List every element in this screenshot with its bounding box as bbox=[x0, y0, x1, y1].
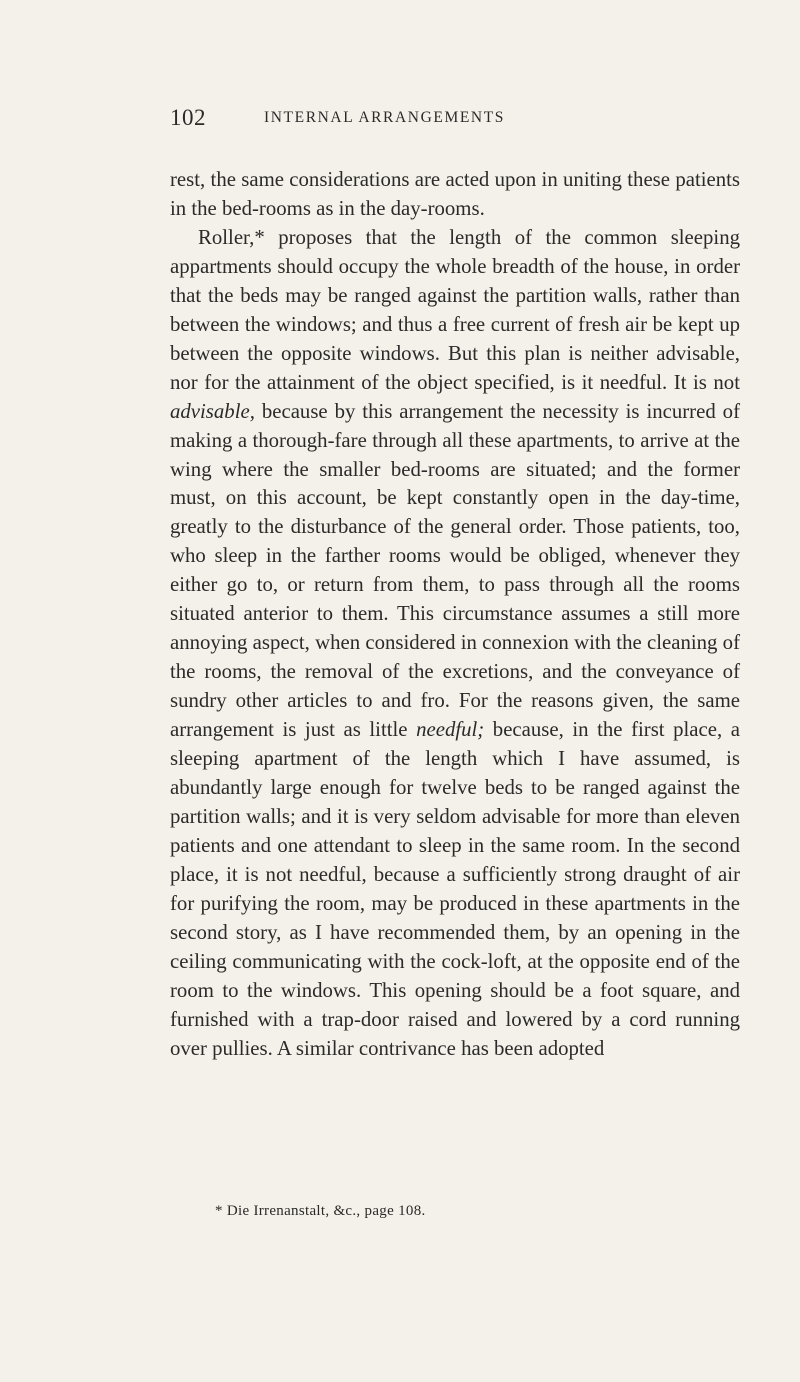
page-header bbox=[170, 105, 740, 135]
running-head: INTERNAL ARRANGEMENTS bbox=[264, 109, 505, 126]
emphasis-advisable: advisable, bbox=[170, 399, 255, 423]
emphasis-needful: needful; bbox=[416, 718, 485, 742]
paragraph-2 bbox=[170, 224, 740, 1064]
body-text bbox=[170, 166, 740, 1064]
footnote: * Die Irrenanstalt, &c., page 108. bbox=[215, 1203, 426, 1219]
paragraph-1-text: rest, the same considerations are acted upon in uniting these patients in the bed-rooms as in the day-rooms. bbox=[170, 168, 740, 220]
paragraph-2-text-a: Roller,* proposes that the length of the common sleeping appartments should occupy the whole breadth of the house, in order that the beds may be ranged against the partition walls, rather than between the windows; and thus a free current of fresh air be kept up between the opposite windows. But this plan is neither advisable, nor for the attainment of the object specified, is it needful. It is not bbox=[170, 225, 740, 394]
paragraph-1 bbox=[170, 166, 740, 224]
paragraph-2-text-b: because by this arrangement the necessity is incurred of making a thorough-fare through all these apartments, to arrive at the wing where the smaller bed-rooms are situated; and the former must, on this account, be kept constantly open in the day-time, greatly to the disturbance of the general order. Those patients, too, who sleep in the farther rooms would be obliged, whenever they either go to, or return from them, to pass through all the rooms situated anterior to them. This circumstance assumes a still more annoying aspect, when considered in connexion with the cleaning of the rooms, the removal of the excretions, and the conveyance of sundry other articles to and fro. For the reasons given, the same arrangement is just as little bbox=[170, 399, 740, 742]
paragraph-2-text-c: because, in the first place, a sleeping apartment of the length which I have assumed, is abundantly large enough for twelve beds to be ranged against the partition walls; and it is very seldom advisable for more than eleven patients and one attendant to sleep in the same room. In the second place, it is not needful, because a sufficiently strong draught of air for purifying the room, may be produced in these apartments in the second story, as I have recommended them, by an opening in the ceiling communicating with the cock-loft, at the opposite end of the room to the windows. This opening should be a foot square, and furnished with a trap-door raised and lowered by a cord running over pullies. A similar contrivance has been adopted bbox=[170, 718, 740, 1060]
page-number: 102 bbox=[170, 105, 206, 130]
